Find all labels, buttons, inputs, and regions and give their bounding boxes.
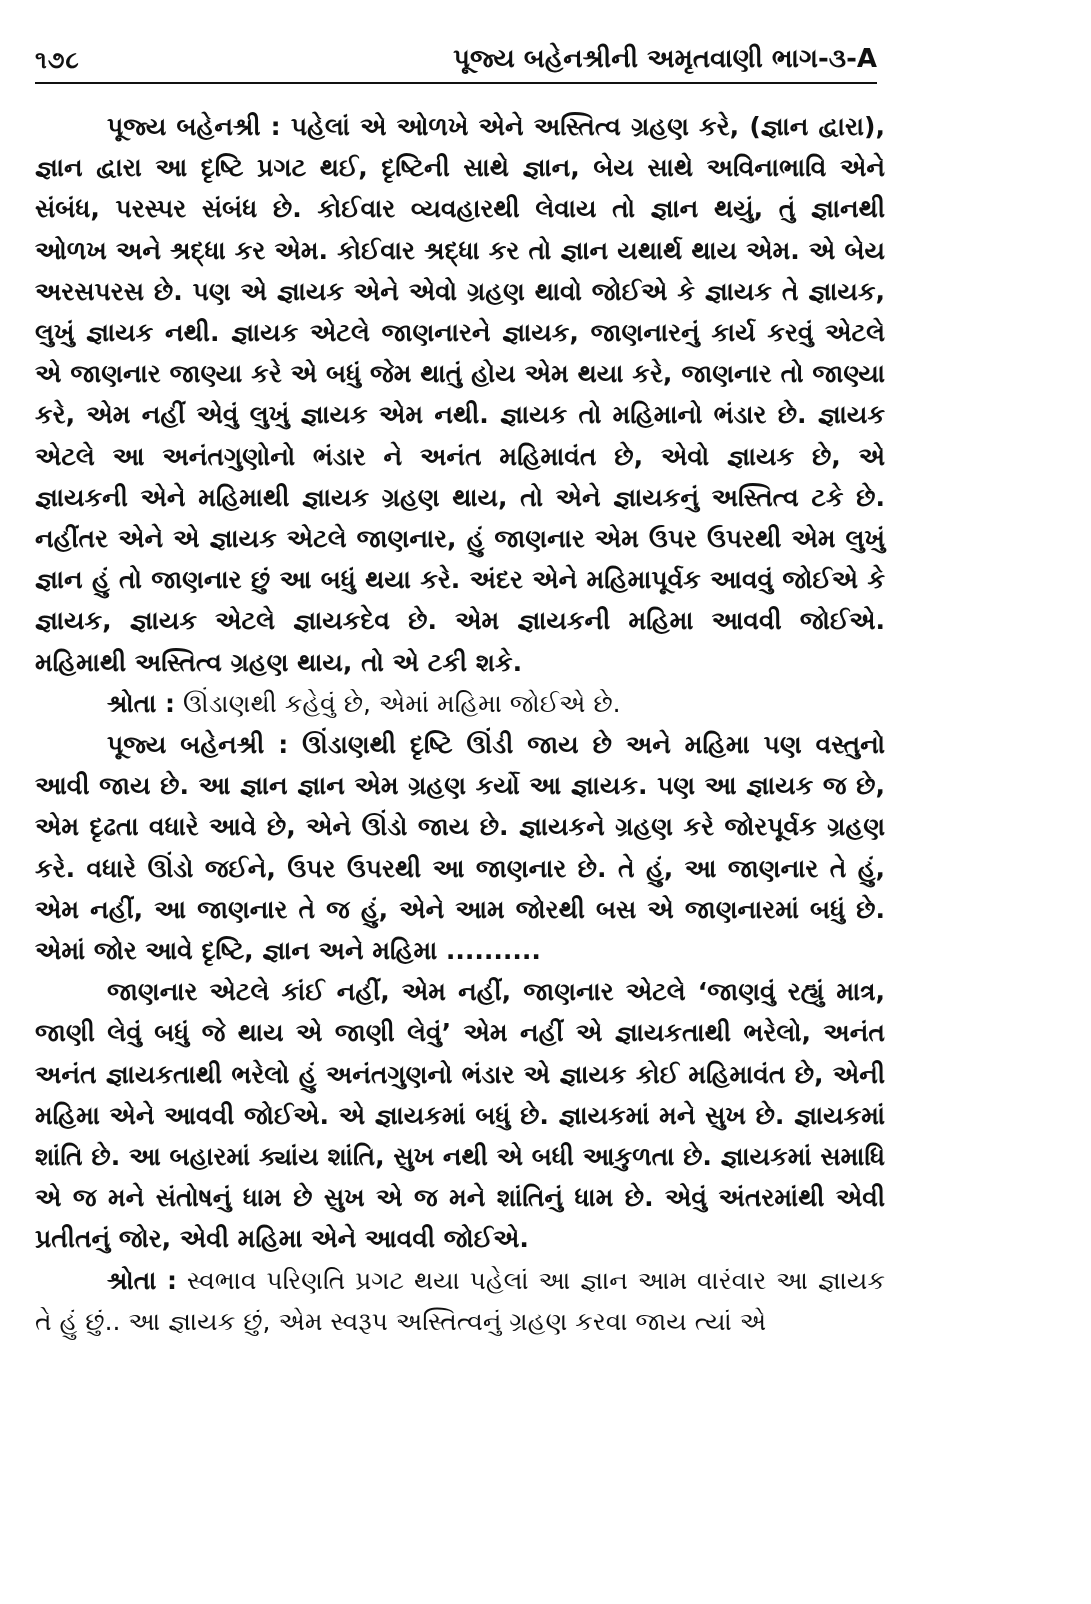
- paragraph-text: સ્વભાવ પરિણતિ પ્રગટ થયા પહેલાં આ જ્ઞાન આમ વારંવાર આ જ્ઞાયક તે હું છું.. આ જ્ઞાયક છું, એમ સ્વરૂપ અસ્તિત્વનું ગ્રહણ કરવા જાય ત્યાં એ: [35, 1265, 885, 1336]
- speaker-label: શ્રોતા :: [107, 1265, 177, 1295]
- paragraph-text: ઊંડાણથી કહેવું છે, એમાં મહિમા જોઈએ છે.: [175, 688, 621, 718]
- paragraph-text: ઊંડાણથી દૃષ્ટિ ઊંડી જાય છે અને મહિમા પણ વસ્તુનો આવી જાય છે. આ જ્ઞાન જ્ઞાન એમ ગ્રહણ કર્યો આ જ્ઞાયક. પણ આ જ્ઞાયક જ છે, એમ દૃઢતા વધારે આવે છે, એને ઊંડો જાય છે. જ્ઞાયકને ગ્રહણ કરે જોરપૂર્વક ગ્રહણ કરે. વધારે ઊંડો જઈને, ઉપર ઉપરથી આ જાણનાર છે. તે હું, આ જાણનાર તે હું, એમ નહીં, આ જાણનાર તે જ હું, એને આમ જોરથી બસ એ જાણનારમાં બધું છે. એમાં જોર આવે દૃષ્ટિ, જ્ઞાન અને મહિમા ..........: [35, 730, 885, 966]
- page-header: [35, 40, 877, 84]
- paragraph-3: [35, 724, 885, 971]
- paragraph-4: [35, 971, 885, 1259]
- paragraph-text: જાણનાર એટલે કાંઈ નહીં, એમ નહીં, જાણનાર એટલે ‘જાણવું રહ્યું માત્ર, જાણી લેવું બધું જે થાય એ જાણી લેવું’ એમ નહીં એ જ્ઞાયકતાથી ભરેલો, અનંત અનંત જ્ઞાયકતાથી ભરેલો હું અનંતગુણનો ભંડાર એ જ્ઞાયક કોઈ મહિમાવંત છે, એની મહિમા એને આવવી જોઈએ. એ જ્ઞાયકમાં બધું છે. જ્ઞાયકમાં મને સુખ છે. જ્ઞાયકમાં શાંતિ છે. આ બહારમાં ક્યાંય શાંતિ, સુખ નથી એ બધી આકુળતા છે. જ્ઞાયકમાં સમાધિ એ જ મને સંતોષનું ધામ છે સુખ એ જ મને શાંતિનું ધામ છે. એવું અંતરમાંથી એવી પ્રતીતનું જોર, એવી મહિમા એને આવવી જોઈએ.: [35, 977, 885, 1254]
- speaker-label: પૂજ્ય બહેનશ્રી :: [107, 730, 289, 760]
- paragraph-5: [35, 1260, 885, 1342]
- paragraph-text: પહેલાં એ ઓળખે એને અસ્તિત્વ ગ્રહણ કરે, (જ્ઞાન દ્વારા), જ્ઞાન દ્વારા આ દૃષ્ટિ પ્રગટ થઈ, દૃષ્ટિની સાથે જ્ઞાન, બેય સાથે અવિનાભાવિ એને સંબંધ, પરસ્પર સંબંધ છે. કોઈવાર વ્યવહારથી લેવાય તો જ્ઞાન થયું, તું જ્ઞાનથી ઓળખ અને શ્રદ્ધા કર એમ. કોઈવાર શ્રદ્ધા કર તો જ્ઞાન યથાર્થ થાય એમ. એ બેય અરસપરસ છે. પણ એ જ્ઞાયક એને એવો ગ્રહણ થાવો જોઈએ કે જ્ઞાયક તે જ્ઞાયક, લુખું જ્ઞાયક નથી. જ્ઞાયક એટલે જાણનારને જ્ઞાયક, જાણનારનું કાર્ય કરવું એટલે એ જાણનાર જાણ્યા કરે એ બધું જેમ થાતું હોય એમ થયા કરે, જાણનાર તો જાણ્યા કરે, એમ નહીં એવું લુખું જ્ઞાયક એમ નથી. જ્ઞાયક તો મહિમાનો ભંડાર છે. જ્ઞાયક એટલે આ અનંતગુણોનો ભંડાર ને અનંત મહિમાવંત છે, એવો જ્ઞાયક છે, એ જ્ઞાયકની એને મહિમાથી જ્ઞાયક ગ્રહણ થાય, તો એને જ્ઞાયકનું અસ્તિત્વ ટકે છે. નહીંતર એને એ જ્ઞાયક એટલે જાણનાર, હું જાણનાર એમ ઉપર ઉપરથી એમ લુખું જ્ઞાન હું તો જાણનાર છું આ બધું થયા કરે. અંદર એને મહિમાપૂર્વક આવવું જોઈએ કે જ્ઞાયક, જ્ઞાયક એટલે જ્ઞાયકદેવ છે. એમ જ્ઞાયકની મહિમા આવવી જોઈએ. મહિમાથી અસ્તિત્વ ગ્રહણ થાય, તો એ ટકી શકે.: [35, 112, 885, 677]
- speaker-label: પૂજ્ય બહેનશ્રી :: [107, 112, 281, 141]
- page-number: ૧૭૮: [35, 46, 80, 74]
- paragraph-2: [35, 683, 885, 724]
- speaker-label: શ્રોતા :: [107, 688, 176, 718]
- running-title: પૂજ્ય બહેનશ્રીની અમૃતવાણી ભાગ-૩-A: [453, 44, 877, 74]
- paragraph-1: [35, 106, 885, 683]
- page-body: [35, 106, 885, 1342]
